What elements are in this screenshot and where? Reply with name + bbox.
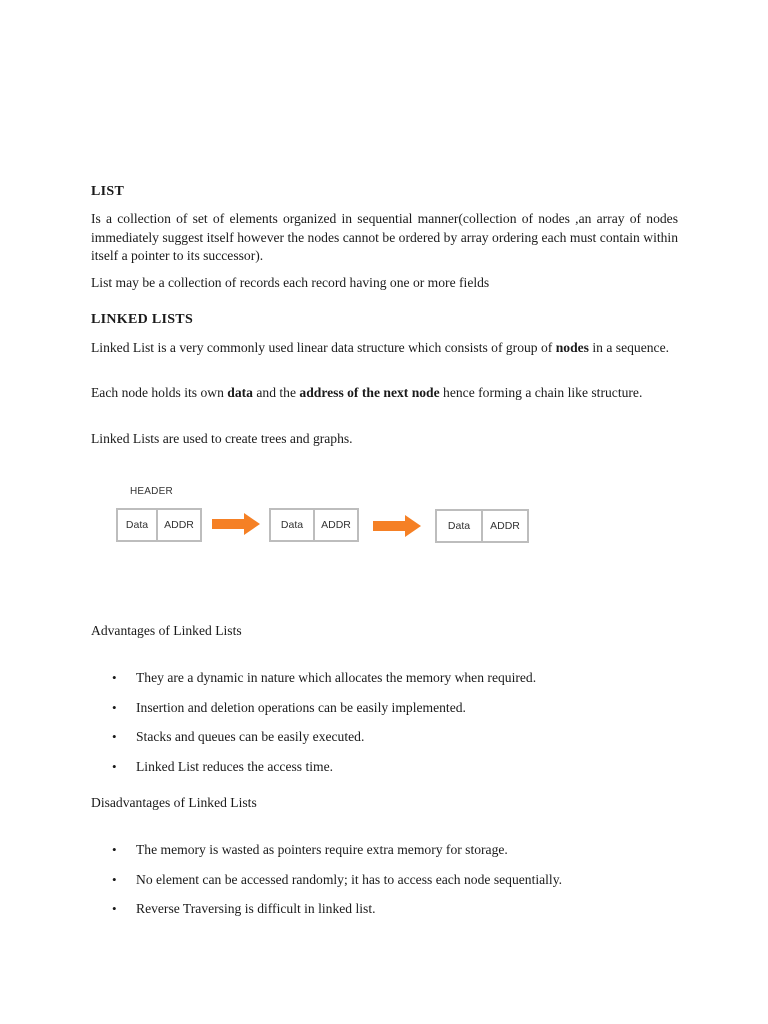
list-item	[91, 841, 678, 871]
node-description-text-1: Each node holds its own	[91, 385, 228, 400]
nodes-bold-term: nodes	[555, 340, 589, 355]
advantage-text: Insertion and deletion operations can be easily implemented.	[136, 699, 466, 715]
list-definition-paragraph: Is a collection of set of elements organized in sequential manner(collection of nodes ,an array of nodes immediately suggest itself however the nodes cannot be ordered by array ordering each must contain within itself a pointer to its successor).	[91, 211, 678, 263]
list-item	[91, 758, 678, 788]
arrow-right-icon	[212, 513, 260, 535]
diagram-header-label: HEADER	[130, 486, 173, 497]
list-item	[91, 699, 678, 729]
linked-list-node	[269, 508, 359, 542]
next-node-address-bold-term: address of the next node	[299, 385, 440, 400]
linked-list-node	[116, 508, 202, 542]
list-item	[91, 900, 678, 930]
list-item	[91, 728, 678, 758]
advantage-text: Linked List reduces the access time.	[136, 758, 334, 774]
linked-list-diagram	[116, 482, 536, 552]
bullet-icon: •	[112, 699, 117, 715]
list-heading: LIST	[91, 184, 125, 199]
node-addr-cell: ADDR	[490, 520, 520, 532]
bullet-icon: •	[112, 871, 117, 887]
linked-list-definition-text-2: in a sequence.	[588, 340, 670, 355]
disadvantages-title: Disadvantages of Linked Lists	[91, 795, 257, 810]
node-description-text-2: and the	[252, 385, 300, 400]
linked-lists-heading: LINKED LISTS	[91, 312, 194, 327]
list-item	[91, 669, 678, 699]
node-description-paragraph	[91, 384, 678, 403]
arrow-right-icon	[373, 515, 421, 537]
data-bold-term: data	[227, 385, 253, 400]
list-item	[91, 871, 678, 901]
node-addr-cell: ADDR	[321, 519, 351, 531]
linked-list-node	[435, 509, 529, 543]
bullet-icon: •	[112, 729, 117, 744]
bullet-icon: •	[112, 758, 117, 774]
node-data-cell: Data	[437, 511, 483, 541]
advantage-text: Stacks and queues can be easily executed.	[136, 729, 365, 744]
node-description-text-3: hence forming a chain like structure.	[439, 385, 643, 400]
disadvantage-text: No element can be accessed randomly; it has to access each node sequentially.	[136, 871, 563, 887]
bullet-icon: •	[112, 842, 117, 857]
advantage-text: They are a dynamic in nature which allocates the memory when required.	[136, 670, 537, 685]
node-addr-cell: ADDR	[164, 519, 194, 531]
linked-list-definition-text-1: Linked List is a very commonly used linear data structure which consists of group of	[91, 340, 556, 355]
advantages-list	[91, 669, 678, 787]
bullet-icon: •	[112, 670, 117, 685]
linked-list-definition-paragraph	[91, 339, 678, 358]
disadvantages-list	[91, 841, 678, 930]
node-data-cell: Data	[271, 510, 315, 540]
trees-graphs-paragraph: Linked Lists are used to create trees and graphs.	[91, 431, 353, 446]
disadvantage-text: The memory is wasted as pointers require extra memory for storage.	[136, 842, 508, 857]
disadvantage-text: Reverse Traversing is difficult in linked list.	[136, 901, 376, 916]
node-data-cell: Data	[118, 510, 158, 540]
bullet-icon: •	[112, 901, 117, 916]
advantages-title: Advantages of Linked Lists	[91, 623, 242, 638]
list-records-paragraph: List may be a collection of records each record having one or more fields	[91, 275, 490, 290]
